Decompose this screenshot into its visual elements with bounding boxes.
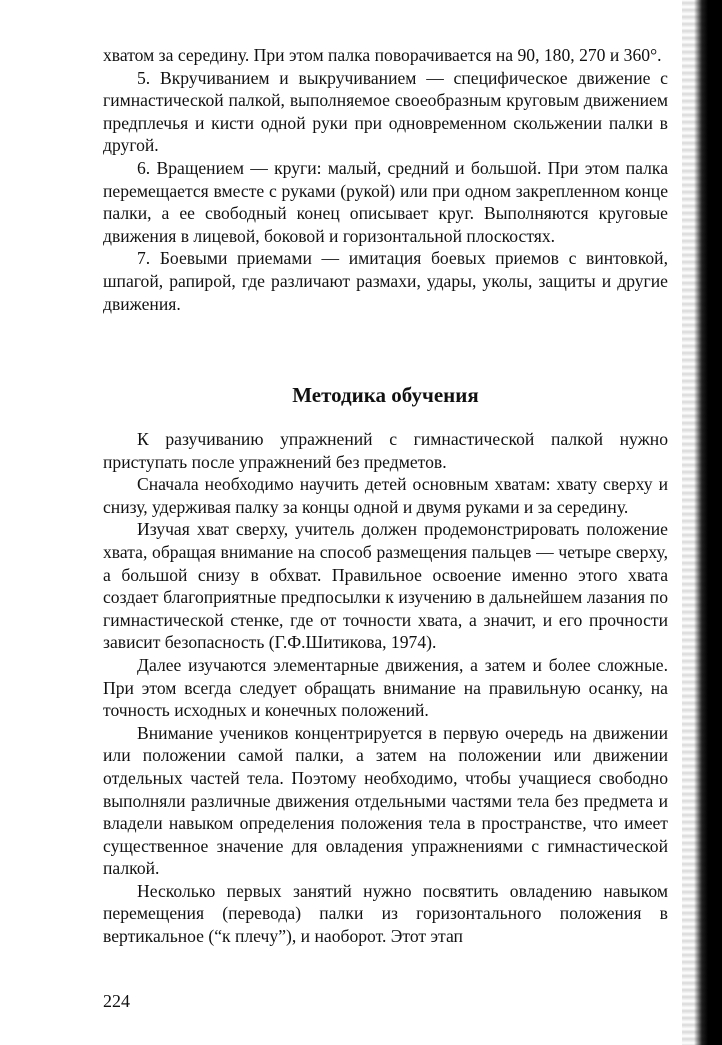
paragraph: хватом за середину. При этом палка поворачивается на 90, 180, 270 и 360°. xyxy=(103,45,662,65)
paragraph: 7. Боевыми приемами — имитация боевых приемов с винтовкой, шпагой, рапирой, где различают размахи, удары, уколы, защиты и другие движения. xyxy=(103,248,668,314)
page-edge-texture xyxy=(682,0,722,1045)
section-heading: Методика обучения xyxy=(292,383,479,407)
paragraph: Несколько первых занятий нужно посвятить овладению навыком перемещения (перевода) палки из горизонтального положения в вертикальное (“к плечу”), и наоборот. Этот этап xyxy=(103,880,668,947)
paragraph: Изучая хват сверху, учитель должен продемонстрировать положение хвата, обращая внимание на способ размещения пальцев — четыре сверху, а большой снизу в обхват. Правильное освоение именно этого хвата создает благоприятные предпосылки к изучению в дальнейшем лазания по гимнастической стенке, где от точности хвата, а значит, и его прочности зависит безопасность (Г.Ф.Шитикова, 1974). xyxy=(103,519,668,653)
paragraph: 6. Вращением — круги: малый, средний и большой. При этом палка перемещается вместе с руками (рукой) или при одном закрепленном конце палки, а ее свободный конец описывает круг. Выполняются круговые движения в лицевой, боковой и горизонтальной плоскостях. xyxy=(103,157,668,246)
paragraph: Далее изучаются элементарные движения, а затем и более сложные. При этом всегда следует обращать внимание на правильную осанку, на точность исходных и конечных положений. xyxy=(103,654,668,721)
paragraph: Внимание учеников концентрируется в первую очередь на движении или положении самой палки, а затем на положении или движении отдельных частей тела. Поэтому необходимо, чтобы учащиеся свободно выполняли различные движения отдельными частями тела без предмета и владели навыком определения положения тела в пространстве, что имеет существенное значение для овладения упражнениями с гимнастической палкой. xyxy=(103,722,668,879)
paragraph: К разучиванию упражнений с гимнастической палкой нужно приступать после упражнений без предметов. xyxy=(103,429,668,472)
text-block-bottom xyxy=(103,428,668,948)
paragraph: 5. Вкручиванием и выкручиванием — специфическое движение с гимнастической палкой, выполняемое своеобразным круговым движением предплечья и кисти одной руки при одновременном скольжении палки в другой. xyxy=(103,67,668,156)
page-number: 224 xyxy=(103,991,130,1011)
text-block-top xyxy=(103,44,668,315)
paragraph: Сначала необходимо научить детей основным хватам: хвату сверху и снизу, удерживая палку за концы одной и двумя руками и за середину. xyxy=(103,474,668,517)
